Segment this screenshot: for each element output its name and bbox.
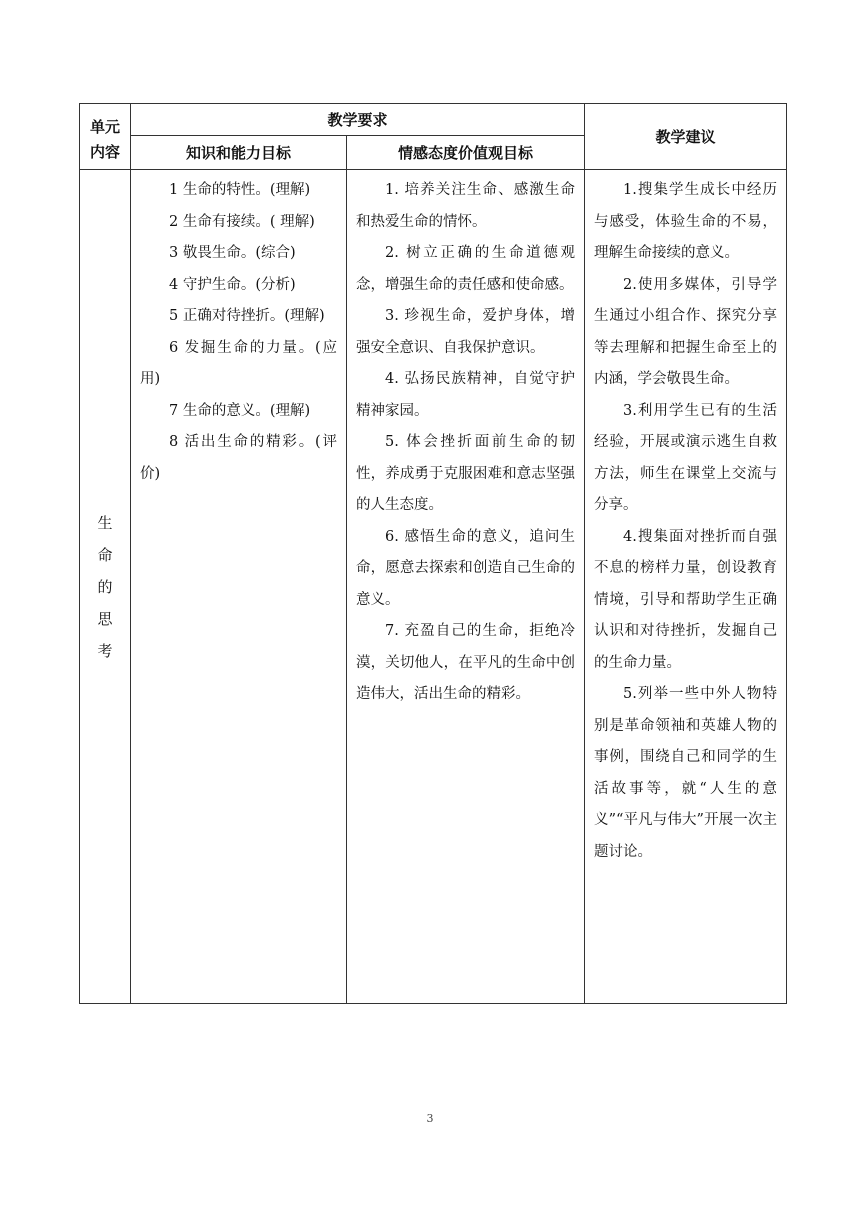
emotion-goal-header: 情感态度价值观目标: [347, 136, 585, 170]
teaching-suggestion-item: 2.使用多媒体，引导学生通过小组合作、探究分享等去理解和把握生命至上的内涵，学会敬畏生命。: [594, 276, 777, 387]
unit-name-char: 命: [97, 545, 113, 564]
knowledge-goals-cell: [131, 170, 347, 1004]
emotion-goal-item: 2. 树立正确的生命道德观念，增强生命的责任感和使命感。: [356, 245, 575, 293]
teaching-suggestion-item: 1.搜集学生成长中经历与感受，体验生命的不易，理解生命接续的意义。: [594, 182, 777, 261]
unit-content-header: [80, 104, 131, 170]
unit-name-cell: [80, 170, 131, 1004]
unit-name-char: 思: [97, 609, 113, 628]
knowledge-goal-item: 6 发掘生命的力量。(应用): [140, 339, 337, 387]
unit-name-char: 生: [97, 513, 113, 532]
teaching-suggestions-cell: [585, 170, 787, 1004]
teaching-suggestion-item: 5.列举一些中外人物特别是革命领袖和英雄人物的事例，围绕自己和同学的生活故事等，就“人生的意义”“平凡与伟大”开展一次主题讨论。: [594, 686, 777, 860]
unit-content-header-line2: 内容: [89, 142, 120, 161]
knowledge-goal-item: 1 生命的特性。(理解): [169, 182, 311, 198]
emotion-goal-item: 1. 培养关注生命、感激生命和热爱生命的情怀。: [356, 182, 575, 230]
page-number: 3: [426, 1112, 434, 1125]
unit-name-char: 的: [97, 577, 113, 596]
teaching-suggestions-header: 教学建议: [585, 104, 787, 170]
emotion-goal-item: 6. 感悟生命的意义，追问生命，愿意去探索和创造自己生命的意义。: [356, 528, 575, 608]
knowledge-goal-item: 4 守护生命。(分析): [169, 276, 296, 293]
emotion-goal-item: 3. 珍视生命，爱护身体，增强安全意识、自我保护意识。: [356, 308, 575, 356]
course-standard-table: [79, 103, 787, 1004]
knowledge-goal-item: 3 敬畏生命。(综合): [169, 245, 296, 261]
unit-name-char: 考: [97, 641, 113, 660]
teaching-requirements-header: 教学要求: [131, 104, 585, 136]
teaching-suggestion-item: 4.搜集面对挫折而自强不息的榜样力量，创设教育情境，引导和帮助学生正确认识和对待挫折，发掘自己的生命力量。: [594, 528, 777, 671]
knowledge-goal-item: 7 生命的意义。(理解): [169, 402, 311, 419]
knowledge-goal-header: 知识和能力目标: [131, 136, 347, 170]
emotion-goal-item: 4. 弘扬民族精神，自觉守护精神家园。: [356, 371, 575, 419]
emotion-goal-item: 5. 体会挫折面前生命的韧性，养成勇于克服困难和意志坚强的人生态度。: [356, 434, 575, 513]
emotion-goals-cell: [347, 170, 585, 1004]
knowledge-goal-item: 2 生命有接续。( 理解): [169, 213, 315, 230]
unit-name: [97, 507, 112, 667]
unit-content-header-line1: 单元: [89, 117, 120, 136]
knowledge-goal-item: 5 正确对待挫折。(理解): [169, 308, 325, 324]
knowledge-goal-item: 8 活出生命的精彩。(评价): [140, 434, 337, 482]
teaching-suggestion-item: 3.利用学生已有的生活经验，开展或演示逃生自救方法，师生在课堂上交流与分享。: [594, 402, 777, 513]
emotion-goal-item: 7. 充盈自己的生命，拒绝冷漠，关切他人，在平凡的生命中创造伟大，活出生命的精彩。: [356, 623, 575, 702]
